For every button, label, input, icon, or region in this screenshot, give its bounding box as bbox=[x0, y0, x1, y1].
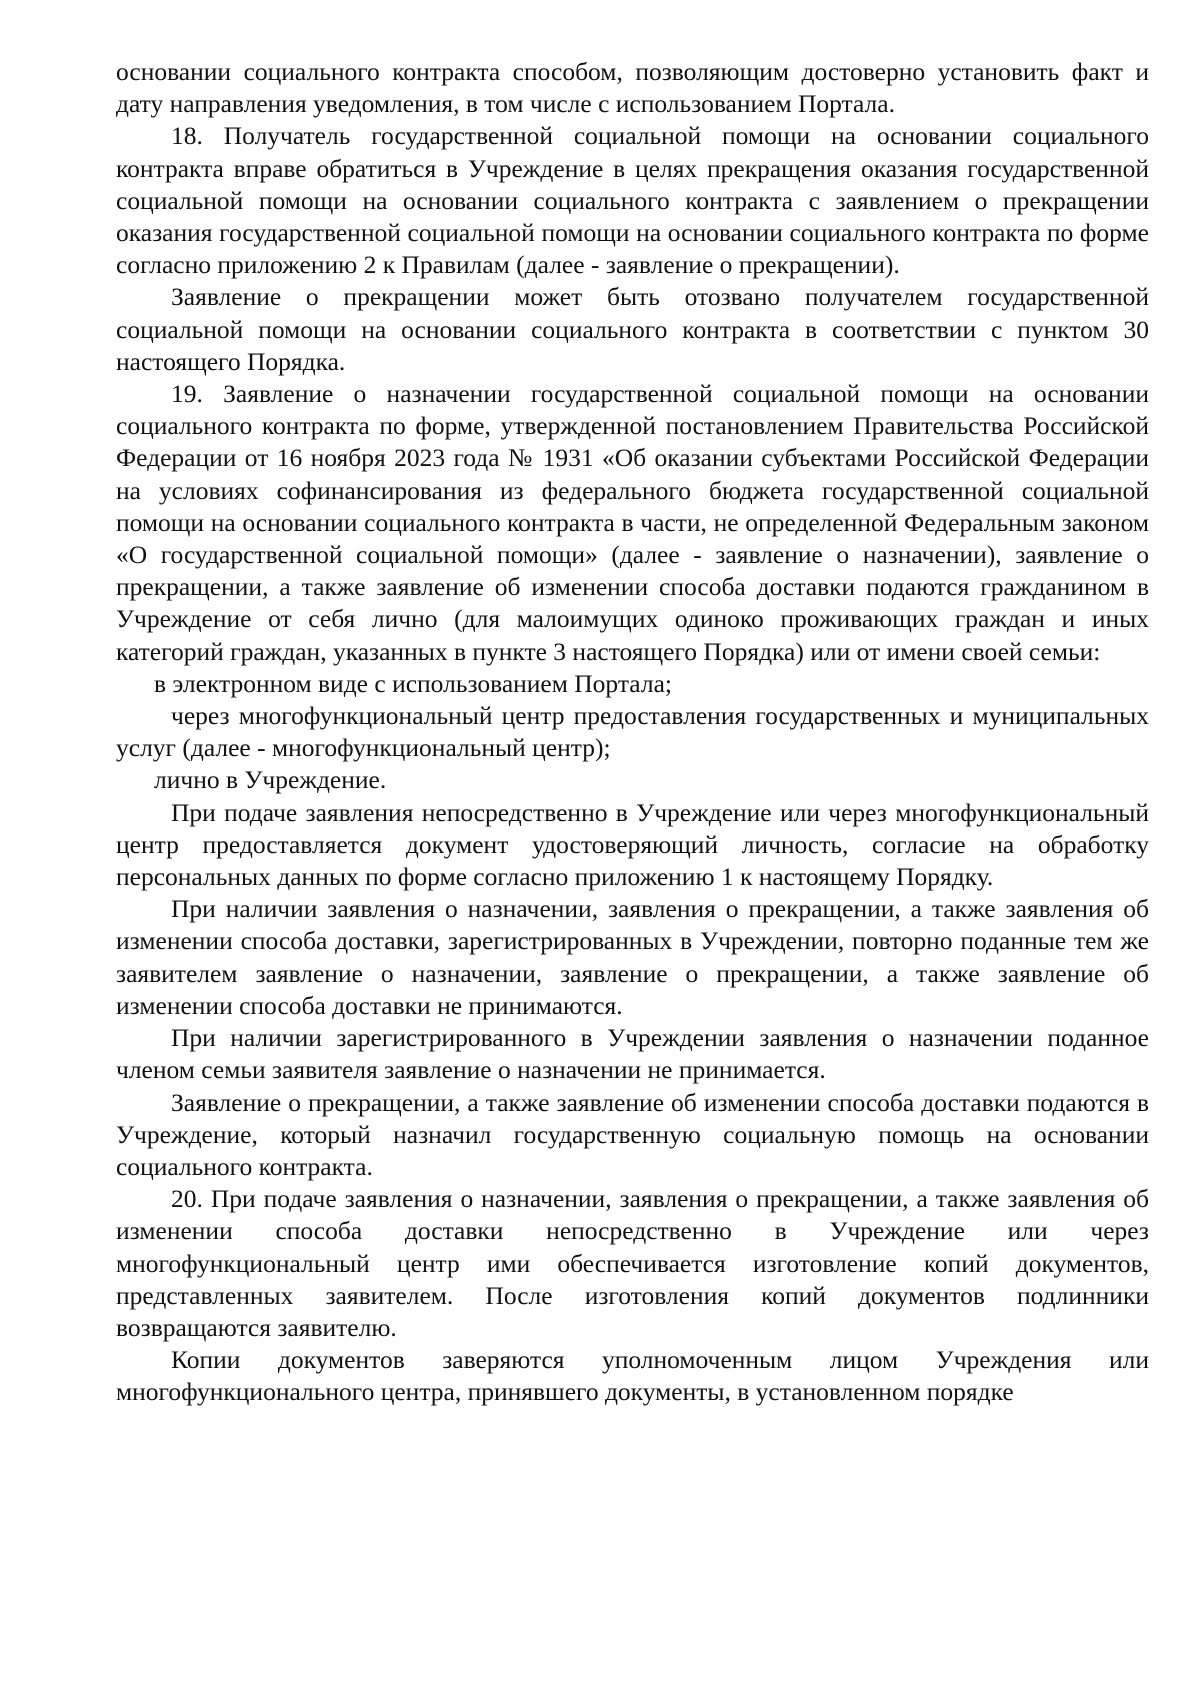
list-item-in-person: лично в Учреждение. bbox=[154, 765, 387, 795]
paragraph-item-20: 20. При подаче заявления о назначении, заявления о прекращении, а также заявления об изменении способа доставки непосредственно в Учреждение или через многофункциональный центр ими обеспечивается изготовление копий документов, представленных заявителем. После изготовления копий документов подлинники возвращаются заявителю. bbox=[116, 1184, 1149, 1342]
paragraph-continuation: основании социального контракта способом, позволяющим достоверно установить факт и дату направления уведомления, в том числе с использованием Портала. bbox=[116, 57, 1149, 119]
paragraph-termination-submission: Заявление о прекращении, а также заявление об изменении способа доставки подаются в Учреждение, который назначил государственную социальную помощь на основании социального контракта. bbox=[116, 1087, 1149, 1181]
paragraph-copies-certified: Копии документов заверяются уполномоченным лицом Учреждения или многофункционального центра, принявшего документы, в установленном порядке bbox=[116, 1345, 1149, 1407]
paragraph-repeat-applications: При наличии заявления о назначении, заявления о прекращении, а также заявления об изменении способа доставки, зарегистрированных в Учреждении, повторно поданные тем же заявителем заявление о назначении, заявление о прекращении, а также заявление об изменении способа доставки не принимаются. bbox=[116, 894, 1149, 1020]
document-body bbox=[116, 56, 1149, 1409]
list-item-electronic: в электронном виде с использованием Портала; bbox=[154, 668, 672, 698]
paragraph-item-18: 18. Получатель государственной социальной помощи на основании социального контракта вправе обратиться в Учреждение в целях прекращения оказания государственной социальной помощи на основании социального контракта с заявлением о прекращении оказания государственной социальной помощи на основании социального контракта по форме согласно приложению 2 к Правилам (далее - заявление о прекращении). bbox=[116, 121, 1149, 280]
paragraph-documents-required: При подаче заявления непосредственно в Учреждение или через многофункциональный центр предоставляется документ удостоверяющий личность, согласие на обработку персональных данных по форме согласно приложению 1 к настоящему Порядку. bbox=[116, 797, 1149, 892]
list-item-mfc: через многофункциональный центр предоставления государственных и муниципальных услуг (далее - многофункциональный центр); bbox=[116, 701, 1149, 763]
paragraph-withdrawal: Заявление о прекращении может быть отозвано получателем государственной социальной помощи на основании социального контракта в соответствии с пунктом 30 настоящего Порядка. bbox=[116, 282, 1149, 376]
paragraph-family-member: При наличии зарегистрированного в Учреждении заявления о назначении поданное членом семьи заявителя заявление о назначении не принимается. bbox=[116, 1023, 1149, 1085]
paragraph-item-19: 19. Заявление о назначении государственной социальной помощи на основании социального контракта по форме, утвержденной постановлением Правительства Российской Федерации от 16 ноября 2023 года № 1931 «Об оказании субъектами Российской Федерации на условиях софинансирования из федерального бюджета государственной социальной помощи на основании социального контракта в части, не определенной Федеральным законом «О государственной социальной помощи» (далее - заявление о назначении), заявление о прекращении, а также заявление об изменении способа доставки подаются гражданином в Учреждение от себя лично (для малоимущих одиноко проживающих граждан и иных категорий граждан, указанных в пункте 3 настоящего Порядка) или от имени своей семьи: bbox=[116, 379, 1149, 666]
